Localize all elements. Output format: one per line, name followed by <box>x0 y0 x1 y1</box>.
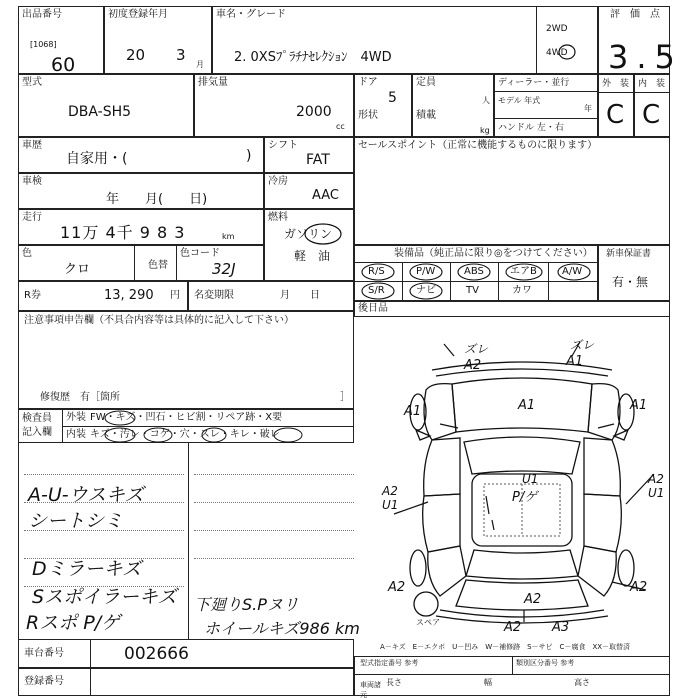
front-left-fender <box>424 384 456 440</box>
interior-row-label: 内装 <box>66 429 86 440</box>
interior-row-value: キズ・汚レ・コゲ・穴・スレ・キレ・破レ <box>90 429 280 440</box>
first-reg-month: 3 <box>176 46 186 64</box>
mark-a2-top: A2 <box>464 358 482 373</box>
warranty-label: 新車保証書 <box>606 249 652 259</box>
lot-number: 60 <box>51 54 76 76</box>
color-change-label: 色替 <box>148 260 168 271</box>
exterior-grade: C <box>606 100 625 130</box>
front-right-door <box>584 438 620 496</box>
capacity-unit: 人 <box>482 96 490 105</box>
mileage-unit: km <box>222 232 235 241</box>
score-value: 3.5 <box>608 38 683 76</box>
equip-abs: ABS <box>464 266 484 277</box>
mark-a1-hood: A1 <box>518 398 536 413</box>
month-unit: 月 <box>196 60 204 69</box>
warranty-value: 有・無 <box>612 275 649 289</box>
first-reg-label: 初度登録年月 <box>108 9 168 20</box>
width-label: 幅 <box>484 678 492 687</box>
rear-right-quarter <box>578 546 616 596</box>
year-unit: 年 <box>584 104 592 113</box>
rear-window <box>466 550 578 579</box>
history-close: ) <box>246 148 252 164</box>
mark-a1-right: A1 <box>630 398 648 413</box>
note-line-4: Sスポイラーキズ <box>32 586 177 608</box>
dims-label: 車両諸元 <box>360 681 381 699</box>
lot-label: 出品番号 <box>22 9 62 20</box>
mark-a2u1-left: A2 U1 <box>382 484 399 512</box>
interior-label: 内 装 <box>638 79 666 89</box>
height-label: 高さ <box>574 678 590 687</box>
note-right-1: 下廻りS.Pヌリ <box>194 595 299 614</box>
displacement-label: 排気量 <box>198 77 228 88</box>
spare-tire <box>414 592 438 616</box>
interior-grade: C <box>642 100 661 130</box>
exterior-row-label: 外装 <box>66 412 86 423</box>
ac-label: 冷房 <box>268 176 288 187</box>
exterior-label: 外 装 <box>602 79 630 89</box>
auction-sheet <box>18 6 683 699</box>
equipment-title: 装備品（純正品に限り◎をつけてください） <box>394 248 593 259</box>
inspector-circle-marks <box>90 409 354 443</box>
sales-point-label: セールスポイント（正常に機能するものに限ります） <box>358 140 598 151</box>
mark-a1-left: A1 <box>404 404 422 419</box>
inspection-label: 車検 <box>22 176 42 187</box>
mileage-value: 11万 4千 9 8 3 <box>60 223 186 242</box>
front-left-door <box>424 438 460 496</box>
fuel-label: 燃料 <box>268 212 288 223</box>
model-year-label: モデル 年式 <box>498 96 541 105</box>
displacement-unit: cc <box>336 122 345 131</box>
capacity-label: 定員 <box>416 77 436 88</box>
recycle-box <box>18 281 188 311</box>
equip-tv: TV <box>466 285 479 296</box>
repair-close: ］ <box>340 392 350 403</box>
color-label: 色 <box>22 248 32 259</box>
mark-a3-bumper: A3 <box>552 620 570 635</box>
reg-label: 登録番号 <box>24 676 64 687</box>
history-label: 車歴 <box>22 140 42 151</box>
color-code-value: 32J <box>212 260 236 278</box>
doors-value: 5 <box>388 90 397 106</box>
equipment-circle-marks <box>354 262 598 301</box>
note-line-5: Rスポ P/ゲ <box>26 612 121 634</box>
load-unit: kg <box>480 126 490 135</box>
repair-label: 修復歴 有［箇所 <box>40 392 120 403</box>
rear-right-door <box>584 494 621 552</box>
sales-point-box <box>354 137 670 245</box>
rear-left-quarter <box>428 546 466 596</box>
front-right-fender <box>588 384 620 440</box>
rear-box <box>354 301 670 317</box>
equip-leather: カワ <box>512 285 532 296</box>
trunk-panel <box>456 580 588 610</box>
mark-p-roof: P/ゲ <box>512 490 538 505</box>
reg-box <box>18 668 354 696</box>
model-grade-label: 車名・グレード <box>216 9 286 20</box>
history-value: 自家用・( <box>66 151 128 167</box>
recycle-value: 13, 290 <box>104 288 154 303</box>
wheel-rl <box>410 550 426 586</box>
shape-label: 形状 <box>358 110 378 121</box>
class-label: 類別区分番号 参考 <box>516 659 575 667</box>
equip-sr: S/R <box>368 285 385 296</box>
rear-bumper <box>440 610 604 617</box>
fuel-gasoline: ガソリン <box>284 227 333 241</box>
recycle-label: R券 <box>24 290 41 301</box>
inspector-label: 検査員 記入欄 <box>22 413 52 438</box>
shift-label: シフト <box>268 140 298 151</box>
dealer-label: ディーラー・並行 <box>498 78 570 88</box>
ac-value: AAC <box>312 188 339 203</box>
mark-a2-bumper: A2 <box>504 620 522 635</box>
drive-circle-mark <box>557 43 577 61</box>
model-type-value: DBA-SH5 <box>68 104 132 120</box>
handle-label: ハンドル 左・右 <box>498 123 564 133</box>
mark-spare: スペア <box>416 618 440 627</box>
equip-navi: ナビ <box>416 285 436 296</box>
drive-2wd: 2WD <box>546 24 568 34</box>
doors-label: ドア <box>358 77 378 88</box>
equip-aw: A/W <box>562 266 583 277</box>
damage-legend: A－キズ E－エクボ U－凹み W－補修跡 S－サビ C－腐食 XX－取替済 <box>380 643 631 651</box>
chassis-value: 002666 <box>124 644 189 664</box>
lot-code: [1068] <box>30 40 57 49</box>
mark-zure-2: ズレ <box>570 338 595 352</box>
mark-a2u1-right: A2 U1 <box>648 472 665 500</box>
shift-value: FAT <box>306 152 330 168</box>
rear-seat-label: 後日品 <box>358 303 388 314</box>
note-right-2: ホイールキズ986 km <box>204 619 360 638</box>
mark-a1-top: A1 <box>566 354 584 369</box>
score-label: 評 価 点 <box>610 9 660 20</box>
color-code-label: 色コード <box>180 248 220 259</box>
equip-rs: R/S <box>368 266 385 277</box>
equip-airbag: エアB <box>510 266 537 277</box>
fuel-circle-mark <box>302 222 344 246</box>
windshield <box>464 437 580 474</box>
rear-left-door <box>423 494 460 552</box>
history-box <box>18 137 264 173</box>
name-change-label: 名変期限 <box>194 290 234 301</box>
type-spec-label: 型式指定番号 参考 <box>360 659 419 667</box>
drive-divider <box>536 6 537 74</box>
mileage-label: 走行 <box>22 212 42 223</box>
note-line-3: Dミラーキズ <box>32 558 142 580</box>
name-change-value: 月 日 <box>280 290 320 301</box>
chassis-label: 車台番号 <box>24 648 64 659</box>
recycle-unit: 円 <box>170 290 180 301</box>
note-line-1: A-U-ウスキズ <box>28 484 144 506</box>
displacement-value: 2000 <box>296 104 332 120</box>
mark-a2-trunk: A2 <box>524 592 542 607</box>
color-value: クロ <box>64 262 91 277</box>
notice-label: 注意事項申告欄（不具合内容等は具体的に記入して下さい） <box>24 315 294 326</box>
equip-pw: P/W <box>416 266 436 277</box>
first-reg-year: 20 <box>126 46 146 64</box>
model-type-label: 型式 <box>22 77 42 88</box>
mark-a2-rear-right: A2 <box>630 580 648 595</box>
drive-4wd: 4WD <box>546 48 568 58</box>
mark-a2-rear-left: A2 <box>388 580 406 595</box>
length-label: 長さ <box>386 678 402 687</box>
note-line-2: シートシミ <box>28 510 124 532</box>
mark-zure-1: ズレ <box>464 342 489 356</box>
inspection-value: 年 月( 日) <box>106 192 208 207</box>
mark-u1-roof: U1 <box>522 472 539 486</box>
exterior-row-value: FW・キズ・凹石・ヒビ割・リペア跡・X要 <box>90 412 283 423</box>
load-label: 積載 <box>416 110 436 121</box>
model-grade-value: 2. 0XSﾌﾟﾗﾁﾅｾﾚｸｼｮﾝ 4WD <box>234 50 392 65</box>
fuel-diesel: 軽 油 <box>294 249 331 263</box>
